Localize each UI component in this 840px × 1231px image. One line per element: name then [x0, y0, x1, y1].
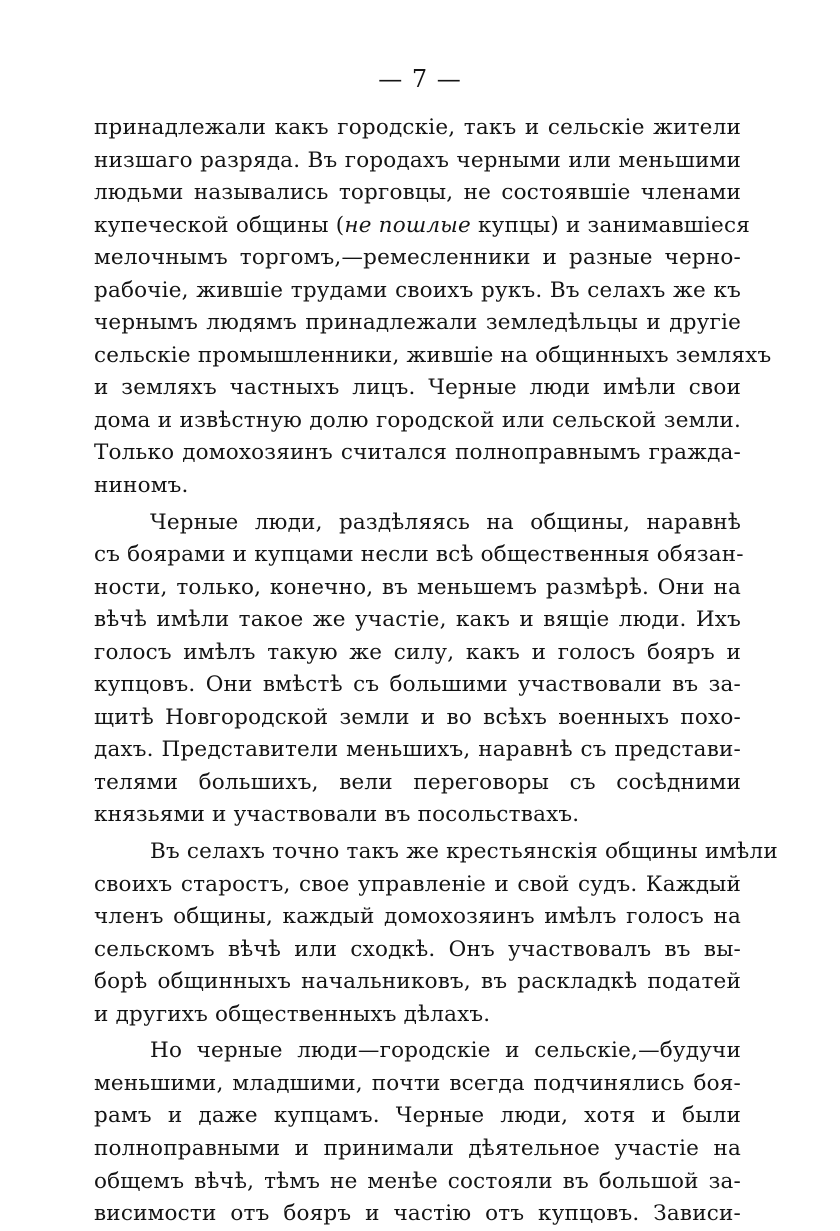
- text-line: князьями и участвовали въ посольствахъ.: [94, 802, 580, 828]
- text-line: принадлежали какъ городскіе, такъ и сельскіе жители: [94, 115, 741, 140]
- text-line: вѣчѣ имѣли такое же участіе, какъ и вящіе люди. Ихъ: [94, 607, 741, 633]
- text-line: своихъ старостъ, свое управленіе и свой судъ. Каждый: [94, 871, 741, 897]
- text-line: телями большихъ, вели переговоры съ сосѣдними: [94, 769, 741, 795]
- text-line-with-italic: [94, 210, 750, 243]
- text-line: общемъ вѣчѣ, тѣмъ не менѣе состояли въ большой за-: [94, 1168, 741, 1194]
- text-line: голосъ имѣлъ такую же силу, какъ и голосъ бояръ и: [94, 639, 741, 665]
- text-line: купцовъ. Они вмѣстѣ съ большими участвовали въ за-: [94, 672, 741, 698]
- text-line: и другихъ общественныхъ дѣлахъ.: [94, 1001, 491, 1027]
- text-line: меньшими, младшими, почти всегда подчинялись боя-: [94, 1070, 741, 1096]
- text-line: и земляхъ частныхъ лицъ. Черные люди имѣли свои: [94, 375, 741, 401]
- text-line: ности, только, конечно, въ меньшемъ размѣрѣ. Они на: [94, 574, 741, 600]
- body-text: [94, 112, 778, 1231]
- text-line: мелочнымъ торгомъ,—ремесленники и разные черно-: [94, 245, 741, 271]
- text-line: рабочіе, жившіе трудами своихъ рукъ. Въ селахъ же къ: [94, 277, 741, 303]
- text-line: низшаго разряда. Въ городахъ черными или меньшими: [94, 147, 741, 173]
- text-line: сельскомъ вѣчѣ или сходкѣ. Онъ участвовалъ въ вы-: [94, 936, 741, 962]
- text-fragment: купеческой общины (: [94, 212, 345, 238]
- text-line: съ боярами и купцами несли всѣ общественныя обязан-: [94, 542, 744, 568]
- text-line: Только домохозяинъ считался полноправнымъ гражда-: [94, 440, 741, 466]
- text-line: Черные люди, раздѣляясь на общины, наравнѣ: [150, 509, 741, 535]
- text-line: Въ селахъ точно такъ же крестьянскія общины имѣли: [150, 839, 778, 865]
- text-line: борѣ общинныхъ начальниковъ, въ раскладкѣ податей: [94, 969, 741, 995]
- text-line: людьми назывались торговцы, не состоявшіе членами: [94, 180, 741, 206]
- text-line: ниномъ.: [94, 473, 189, 499]
- italic-phrase: не пошлые: [344, 212, 471, 238]
- text-fragment: купцы) и занимавшіеся: [470, 212, 750, 238]
- text-line: членъ общины, каждый домохозяинъ имѣлъ голосъ на: [94, 904, 741, 930]
- text-line: щитѣ Новгородской земли и во всѣхъ военныхъ похо-: [94, 704, 741, 730]
- text-line: дахъ. Представители меньшихъ, наравнѣ съ представи-: [94, 737, 741, 763]
- text-line: дома и извѣстную долю городской или сельской земли.: [94, 407, 741, 433]
- text-line: чернымъ людямъ принадлежали земледѣльцы и другіе: [94, 310, 741, 336]
- text-line: висимости отъ бояръ и частію отъ купцовъ. Зависи-: [94, 1201, 741, 1227]
- text-line: сельскіе промышленники, жившіе на общинныхъ земляхъ: [94, 342, 772, 368]
- text-line: Но черные люди—городскіе и сельскіе,—будучи: [150, 1038, 741, 1064]
- page-number: — 7 —: [378, 65, 462, 93]
- text-line: рамъ и даже купцамъ. Черные люди, хотя и были: [94, 1103, 741, 1129]
- text-line: полноправными и принимали дѣятельное участіе на: [94, 1135, 741, 1161]
